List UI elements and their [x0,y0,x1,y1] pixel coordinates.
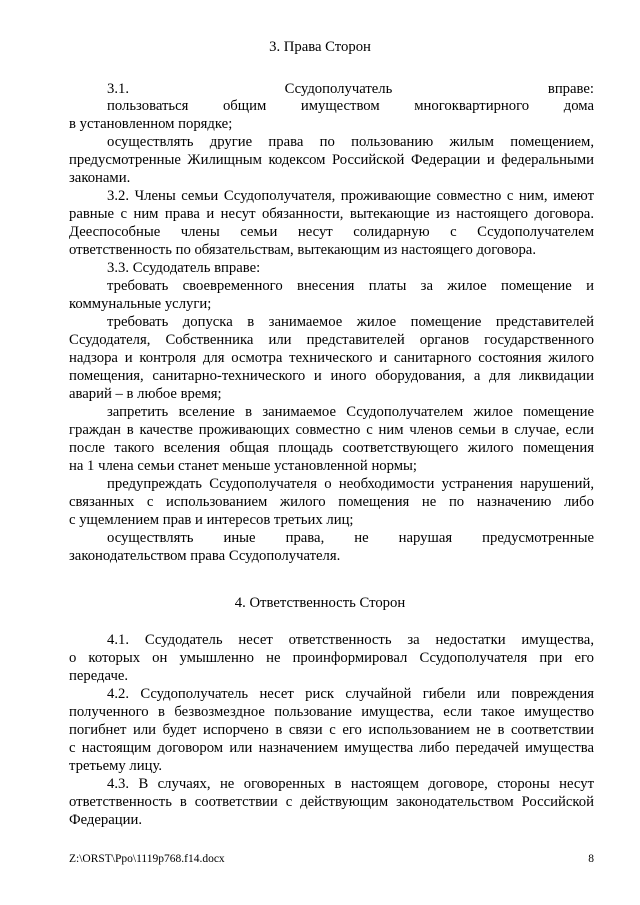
paragraph-3-2-line: 3.2. Члены семьи Ссудополучателя, проживающие совместно с ним, имеют [107,188,594,204]
section-3-title: 3. Права Сторон [269,39,371,55]
paragraph-3-3-line: связанных с использованием жилого помещения не по назначению либо [69,494,594,510]
paragraph-3-3-line: законодательством права Ссудополучателя. [69,548,341,564]
paragraph-3-3-line: 3.3. Ссудодатель вправе: [107,260,261,276]
paragraph-3-3-line: требовать допуска в занимаемое жилое помещение представителей [107,314,594,330]
paragraph-3-3-line: требовать своевременного внесения платы за жилое помещение и [107,278,594,294]
paragraph-4-3-line: Федерации. [69,812,143,828]
paragraph-4-2-line: полученного в безвозмездное пользование имущества, если такое имущество [69,704,594,720]
paragraph-3-3-line: после такого вселения общая площадь соответствующего жилого помещения [69,440,594,456]
paragraph-3-1-line: предусмотренные Жилищным кодексом Российской Федерации и федеральными [69,152,594,168]
paragraph-3-3-line: Ссудодателя, Собственника или представителей органов государственного [69,332,594,348]
paragraph-3-3-line: помещения, санитарно-технического и иного оборудования, а для ликвидации [69,368,594,384]
paragraph-3-3-line: на 1 члена семьи станет меньше установленной нормы; [69,458,418,474]
section-4-title: 4. Ответственность Сторон [234,595,406,611]
paragraph-3-2-line: Дееспособные члены семьи несут солидарную с Ссудополучателем [69,224,594,240]
paragraph-4-3-line: ответственность в соответствии с действующим законодательством Российской [69,794,594,810]
paragraph-3-3-line: аварий – в любое время; [69,386,222,402]
paragraph-3-3-line: осуществлять иные права, не нарушая предусмотренные [107,530,594,546]
page-number: 8 [588,853,594,865]
paragraph-3-1-line: осуществлять другие права по пользованию жилым помещением, [107,134,594,150]
paragraph-3-1-line: пользоваться общим имуществом многоквартирного дома [107,98,594,114]
paragraph-3-2-line: равные с ним права и несут обязанности, вытекающие из настоящего договора. [69,206,594,222]
paragraph-3-3-line: запретить вселение в занимаемое Ссудополучателем жилое помещение [107,404,594,420]
paragraph-3-2-line: ответственность по обязательствам, вытекающим из настоящего договора. [69,242,536,258]
footer-file-path: Z:\ORST\Ppo\1119p768.f14.docx [69,853,225,865]
paragraph-3-3-line: граждан в качестве проживающих совместно с ним членов семьи в случае, если [69,422,594,438]
paragraph-4-1-line: передаче. [69,668,129,684]
paragraph-4-2-line: с настоящим договором или назначением имущества либо передачей имущества [69,740,594,756]
paragraph-4-1-line: 4.1. Ссудодатель несет ответственность за недостатки имущества, [107,632,594,648]
paragraph-3-3-line: с ущемлением прав и интересов третьих лиц; [69,512,354,528]
paragraph-3-3-line: предупреждать Ссудополучателя о необходимости устранения нарушений, [107,476,594,492]
paragraph-3-1-line: в установленном порядке; [69,116,233,132]
paragraph-4-2-line: погибнет или будет испорчено в связи с его использованием не в соответствии [69,722,594,738]
paragraph-3-3-line: надзора и контроля для осмотра технического и санитарного состояния жилого [69,350,594,366]
paragraph-4-2-line: 4.2. Ссудополучатель несет риск случайной гибели или повреждения [107,686,594,702]
paragraph-4-2-line: третьему лицу. [69,758,163,774]
paragraph-3-1-line: законами. [69,170,131,186]
paragraph-3-3-line: коммунальные услуги; [69,296,212,312]
paragraph-3-1-line: 3.1. Ссудополучатель вправе: [107,81,594,97]
paragraph-4-1-line: о которых он умышленно не проинформировал Ссудополучателя при его [69,650,594,666]
paragraph-4-3-line: 4.3. В случаях, не оговоренных в настоящем договоре, стороны несут [107,776,594,792]
